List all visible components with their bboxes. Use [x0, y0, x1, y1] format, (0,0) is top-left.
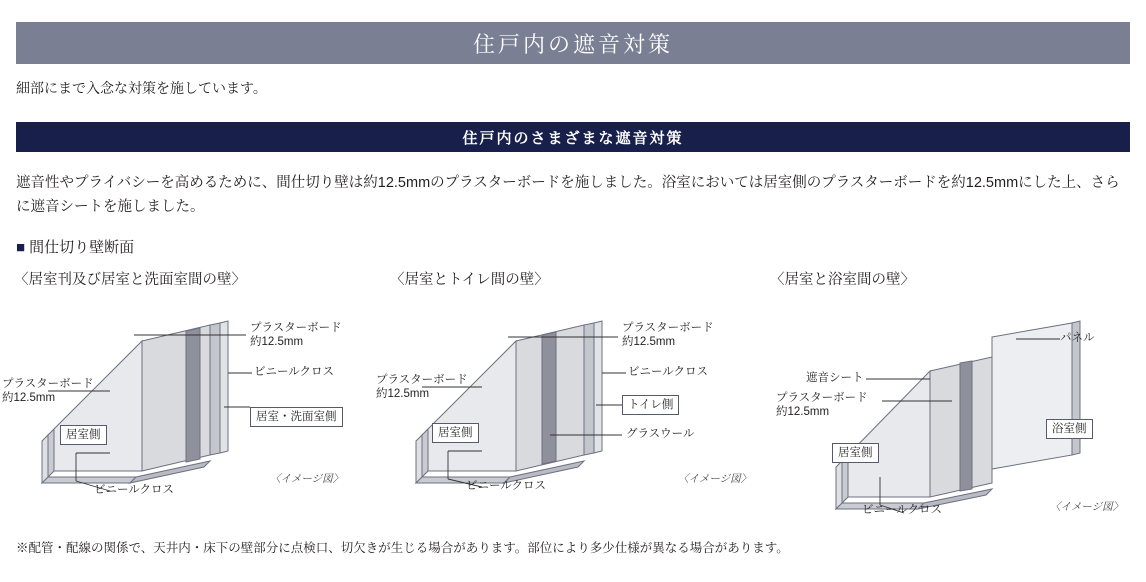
figure-3-label-bathroom-side: 浴室側 — [1046, 419, 1093, 439]
figure-2-label-top-right — [622, 321, 714, 350]
figure-2-canvas — [376, 295, 752, 515]
figure-1-label-top-right-line2: 約12.5mm — [250, 336, 304, 349]
figure-2-label-top-right-line1: プラスターボード — [622, 322, 714, 334]
page-title: 住戸内の遮音対策 — [472, 31, 673, 57]
figure-2-note: 〈イメージ図〉 — [678, 473, 752, 485]
figure-3-label-left-line2: 約12.5mm — [776, 406, 830, 419]
figure-2-label-top-right-line2: 約12.5mm — [622, 336, 676, 349]
section-title-bar — [16, 122, 1130, 152]
figure-3-label-left — [776, 391, 868, 420]
figure-2-caption: 〈居室とトイレ間の壁〉 — [390, 272, 549, 288]
figure-3-label-vinyl-cloth-bottom: ビニールクロス — [862, 504, 943, 516]
figure-1-label-top-right-line1: プラスターボード — [250, 322, 342, 334]
figure-2-label-vinyl-cloth-right: ビニールクロス — [628, 366, 709, 378]
figure-1-label-top-right — [250, 321, 342, 350]
body-paragraph: 遮音性やプライバシーを高めるために、間仕切り壁は約12.5mmのプラスターボードを施しました。浴室においては居室側のプラスターボードを約12.5mmにした上、さらに遮音シートを施しました。 — [16, 175, 1120, 215]
section-title: 住戸内のさまざまな遮音対策 — [462, 129, 684, 147]
figure-2-label-toilet-side: トイレ側 — [622, 395, 679, 415]
figure-3-canvas — [770, 295, 1140, 515]
figure-partition-wall-living-bathroom — [770, 268, 1140, 518]
figure-1-label-living-side: 居室側 — [60, 425, 107, 445]
figure-3-label-left-line1: プラスターボード — [776, 392, 868, 404]
figure-2-label-left — [376, 373, 468, 402]
figure-2-label-living-side: 居室側 — [432, 423, 479, 443]
figure-2-label-left-line1: プラスターボード — [376, 374, 468, 386]
figure-1-caption: 〈居室刊及び居室と洗面室間の壁〉 — [14, 272, 246, 288]
footnote: ※配管・配線の関係で、天井内・床下の壁部分に点検口、切欠きが生じる場合があります。部位により多少仕様が異なる場合があります。 — [16, 541, 789, 555]
figure-1-label-left-line1: プラスターボード — [2, 378, 94, 390]
figure-1-label-left — [2, 377, 94, 406]
lead-text: 細部にまで入念な対策を施しています。 — [16, 80, 267, 96]
page-title-bar — [16, 22, 1130, 64]
figure-1-canvas — [2, 295, 374, 515]
figure-1-label-room-washroom-side: 居室・洗面室側 — [250, 407, 343, 427]
figure-1-label-left-line2: 約12.5mm — [2, 392, 56, 405]
figure-3-note: 〈イメージ図〉 — [1050, 501, 1124, 513]
figure-partition-wall-living-washroom — [2, 268, 374, 518]
figure-1-label-vinyl-cloth-bottom: ビニールクロス — [94, 484, 175, 496]
figure-3-label-sound-insulation-sheet: 遮音シート — [806, 372, 864, 384]
figure-3-label-panel: パネル — [1060, 332, 1095, 344]
figure-2-label-glass-wool: グラスウール — [626, 428, 695, 440]
figure-3-label-living-side: 居室側 — [832, 443, 879, 463]
square-bullet-icon: ■ — [16, 239, 26, 256]
figure-partition-wall-living-toilet — [376, 268, 752, 518]
sub-heading — [16, 236, 134, 257]
sub-heading-label: 間仕切り壁断面 — [29, 239, 135, 256]
figure-1-label-vinyl-cloth-right: ビニールクロス — [254, 366, 335, 378]
figure-1-note: 〈イメージ図〉 — [270, 473, 344, 485]
figure-3-caption: 〈居室と浴室間の壁〉 — [770, 272, 915, 288]
figure-group — [0, 268, 1146, 518]
figure-2-label-left-line2: 約12.5mm — [376, 388, 430, 401]
figure-2-label-vinyl-cloth-bottom: ビニールクロス — [466, 480, 547, 492]
